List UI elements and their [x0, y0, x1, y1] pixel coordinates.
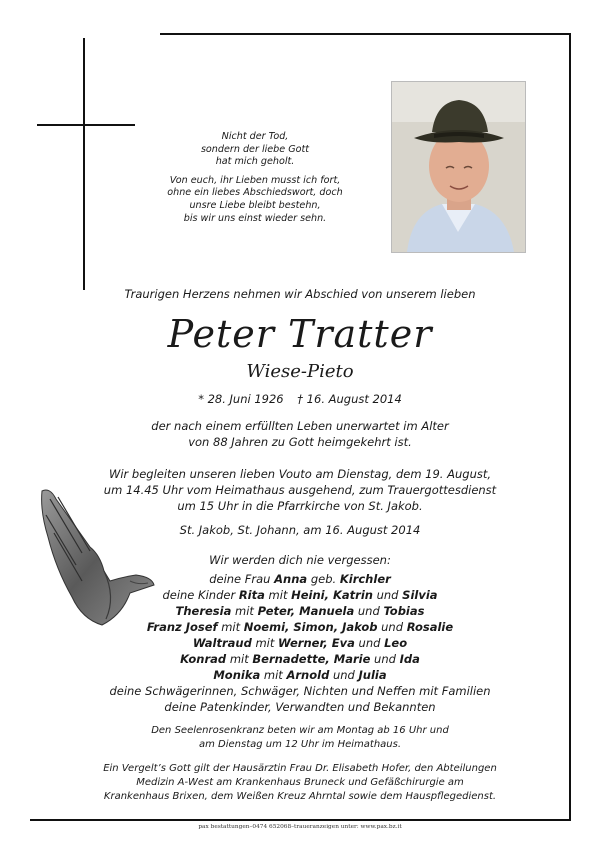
- funeral-text: [100, 466, 500, 514]
- thanks-text: [90, 762, 510, 804]
- verse: [135, 131, 375, 225]
- funeral-line: um 14.45 Uhr vom Heimathaus ausgehend, zum Trauergottesdienst: [103, 483, 497, 497]
- mourner-line: Konrad mit Bernadette, Marie und Ida: [180, 652, 420, 666]
- mourners-intro: [100, 552, 500, 568]
- verse-line: sondern der liebe Gott: [200, 143, 310, 155]
- mourner-line: deine Frau Anna geb. Kirchler: [209, 572, 391, 586]
- life-dates: [90, 392, 510, 406]
- footer-imprint: pax bestattungen–0474 652068–traueranzeigen unter: www.pax.bz.it: [198, 824, 402, 830]
- verse-line: ohne ein liebes Abschiedswort, doch: [167, 187, 343, 199]
- verse-line: unsre Liebe bleibt bestehn,: [189, 199, 321, 211]
- intro-text: Traurigen Herzens nehmen wir Abschied von unserem lieben: [124, 287, 476, 301]
- verse-line: hat mich geholt.: [215, 156, 295, 168]
- rosary-line: Den Seelenrosenkranz beten wir am Montag ab 16 Uhr und: [151, 725, 449, 736]
- place-date-line: St. Jakob, St. Johann, am 16. August 2014: [179, 523, 421, 537]
- mourner-line: Franz Josef mit Noemi, Simon, Jakob und Rosalie: [146, 620, 454, 634]
- passing-line: der nach einem erfüllten Leben unerwartet im Alter: [151, 419, 449, 433]
- mourners-intro-line: Wir werden dich nie vergessen:: [209, 553, 391, 567]
- thanks-line: Ein Vergelt’s Gott gilt der Hausärztin Frau Dr. Elisabeth Hofer, den Abteilungen: [103, 763, 497, 774]
- passing-line: von 88 Jahren zu Gott heimgekehrt ist.: [188, 435, 412, 449]
- cross-bar: [37, 124, 135, 126]
- birth-date: * 28. Juni 1926: [198, 392, 284, 406]
- relatives-line: deine Schwägerinnen, Schwäger, Nichten und Neffen mit Familien: [109, 684, 491, 698]
- verse-line: Nicht der Tod,: [221, 131, 289, 142]
- cross-icon: [83, 38, 85, 290]
- deceased-name: Peter Tratter: [167, 312, 433, 356]
- frame-bottom-line: [30, 819, 571, 821]
- funeral-line: um 15 Uhr in die Pfarrkirche von St. Jakob.: [177, 499, 423, 513]
- verse-line: Von euch, ihr Lieben musst ich fort,: [169, 174, 341, 186]
- funeral-line: Wir begleiten unseren lieben Vouto am Dienstag, dem 19. August,: [108, 467, 492, 481]
- verse-line: bis wir uns einst wieder sehn.: [183, 212, 327, 224]
- mourner-line: Theresia mit Peter, Manuela und Tobias: [175, 604, 425, 618]
- rosary-line: am Dienstag um 12 Uhr im Heimathaus.: [198, 739, 402, 750]
- passing-text: [100, 418, 500, 450]
- thanks-line: Medizin A-West am Krankenhaus Bruneck und Gefäßchirurgie am: [136, 777, 464, 788]
- mourner-line: Waltraud mit Werner, Eva und Leo: [192, 636, 408, 650]
- thanks-line: Krankenhaus Brixen, dem Weißen Kreuz Ahrntal sowie dem Hauspflegedienst.: [103, 791, 497, 802]
- death-date: † 16. August 2014: [297, 392, 402, 406]
- mourner-line: Monika mit Arnold und Julia: [213, 668, 387, 682]
- place-date: [100, 522, 500, 538]
- rosary-text: [100, 724, 500, 752]
- frame-top-line: [160, 33, 570, 35]
- deceased-nickname: Wiese-Pieto: [246, 361, 354, 382]
- relatives-line: deine Patenkinder, Verwandten und Bekannten: [164, 700, 436, 714]
- frame-right-line: [569, 33, 571, 820]
- portrait-photo: [391, 81, 526, 253]
- mourner-line: deine Kinder Rita mit Heini, Katrin und Silvia: [162, 588, 438, 602]
- mourners-list: [100, 571, 500, 715]
